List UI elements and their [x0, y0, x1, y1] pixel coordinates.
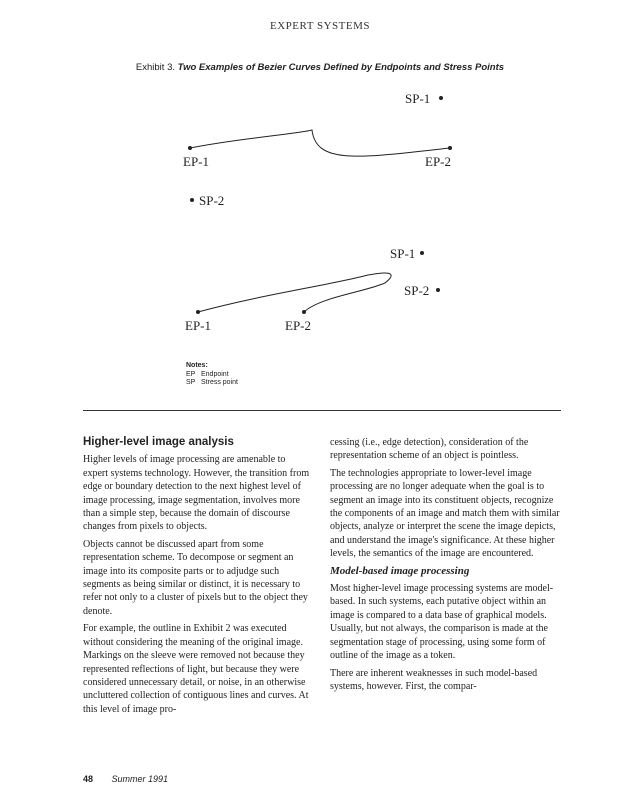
figure2-ep2-point	[302, 310, 306, 314]
section-heading-model-based: Model-based image processing	[330, 564, 470, 577]
figure1-ep1-point	[188, 146, 192, 150]
text-column-left	[83, 436, 311, 720]
notes-sp-row	[186, 379, 238, 388]
notes-ep-key: EP	[186, 370, 196, 378]
paragraph: Objects cannot be discussed apart from some representation scheme. To decompose or segment an image into its composite parts or to adjudge such segments as being similar or distinct, it is necessary to refer not only to a cluster of pixels but to the object they denote.	[83, 538, 308, 617]
figure1-sp2-label: SP-2	[199, 193, 225, 208]
notes-ep-row	[186, 371, 238, 380]
figure2-bezier-curve	[198, 273, 391, 312]
issue-label: Summer 1991	[111, 774, 169, 784]
paragraph: cessing (i.e., edge detection), consideration of the representation scheme of an object is pointless.	[330, 437, 529, 462]
paragraph: For example, the outline in Exhibit 2 was executed without considering the meaning of the original image. Markings on the sleeve were removed not because they represented reflections of light, but because they were considered unnecessary detail, or noise, in an otherwise uncluttered collection of contiguous lines and curves. At this level of image pro-	[83, 623, 309, 715]
figure2-sp2-label: SP-2	[404, 283, 430, 298]
figure1-ep2-point	[448, 146, 452, 150]
figure1-sp1-label: SP-1	[405, 91, 431, 106]
figure2-sp1-label: SP-1	[390, 246, 416, 261]
section-divider	[83, 410, 561, 411]
paragraph: The technologies appropriate to lower-level image processing are no longer adequate when the goal is to segment an image into its constituent objects, recognize the components of an image and match them with similar objects, analyze or interpret the scene the image depicts, and understand the image's significance. At these higher levels, the semantics of the image are encountered.	[330, 467, 560, 560]
figure2-ep1-point	[196, 310, 200, 314]
paragraph: Most higher-level image processing systems are model-based. In such systems, each putative object within an image is compared to a data base of graphical models. Usually, but not always, the comparison is made at the segmentation stage of processing, using some form of outline of the image as a token.	[330, 583, 554, 662]
text-column-right	[330, 436, 562, 697]
notes-ep-value: Endpoint	[201, 370, 229, 378]
exhibit-caption: Two Examples of Bezier Curves Defined by Endpoints and Stress Points	[177, 62, 505, 73]
paragraph: Higher levels of image processing are amenable to expert systems technology. However, the transition from edge or boundary detection to the next highest level of image processing, image segmentation, involves more than a simple step, because the domain of discourse changes from pixels to objects.	[83, 454, 310, 533]
figure1-ep2-label: EP-2	[425, 154, 451, 169]
figure1-ep1-label: EP-1	[183, 154, 209, 169]
section-heading-higher-level: Higher-level image analysis	[83, 436, 234, 448]
exhibit-label: Exhibit 3.	[135, 62, 175, 73]
figure2-ep2-label: EP-2	[285, 318, 311, 333]
paragraph: There are inherent weaknesses in such model-based systems, however. First, the compar-	[330, 667, 538, 692]
figure2-ep1-label: EP-1	[185, 318, 211, 333]
figure2-sp1-point	[420, 251, 424, 255]
notes-sp-key: SP	[186, 379, 196, 386]
figure1-bezier-curve	[190, 130, 450, 156]
notes-heading: Notes:	[186, 362, 208, 369]
page-number: 48	[83, 774, 94, 784]
figure2-sp2-point	[436, 288, 440, 292]
page-footer	[83, 774, 168, 784]
figure1-sp2-point	[190, 198, 194, 202]
running-head: EXPERT SYSTEMS	[270, 20, 370, 32]
notes-sp-value: Stress point	[201, 379, 238, 386]
figure-notes	[186, 362, 238, 388]
figure1-sp1-point	[439, 96, 443, 100]
